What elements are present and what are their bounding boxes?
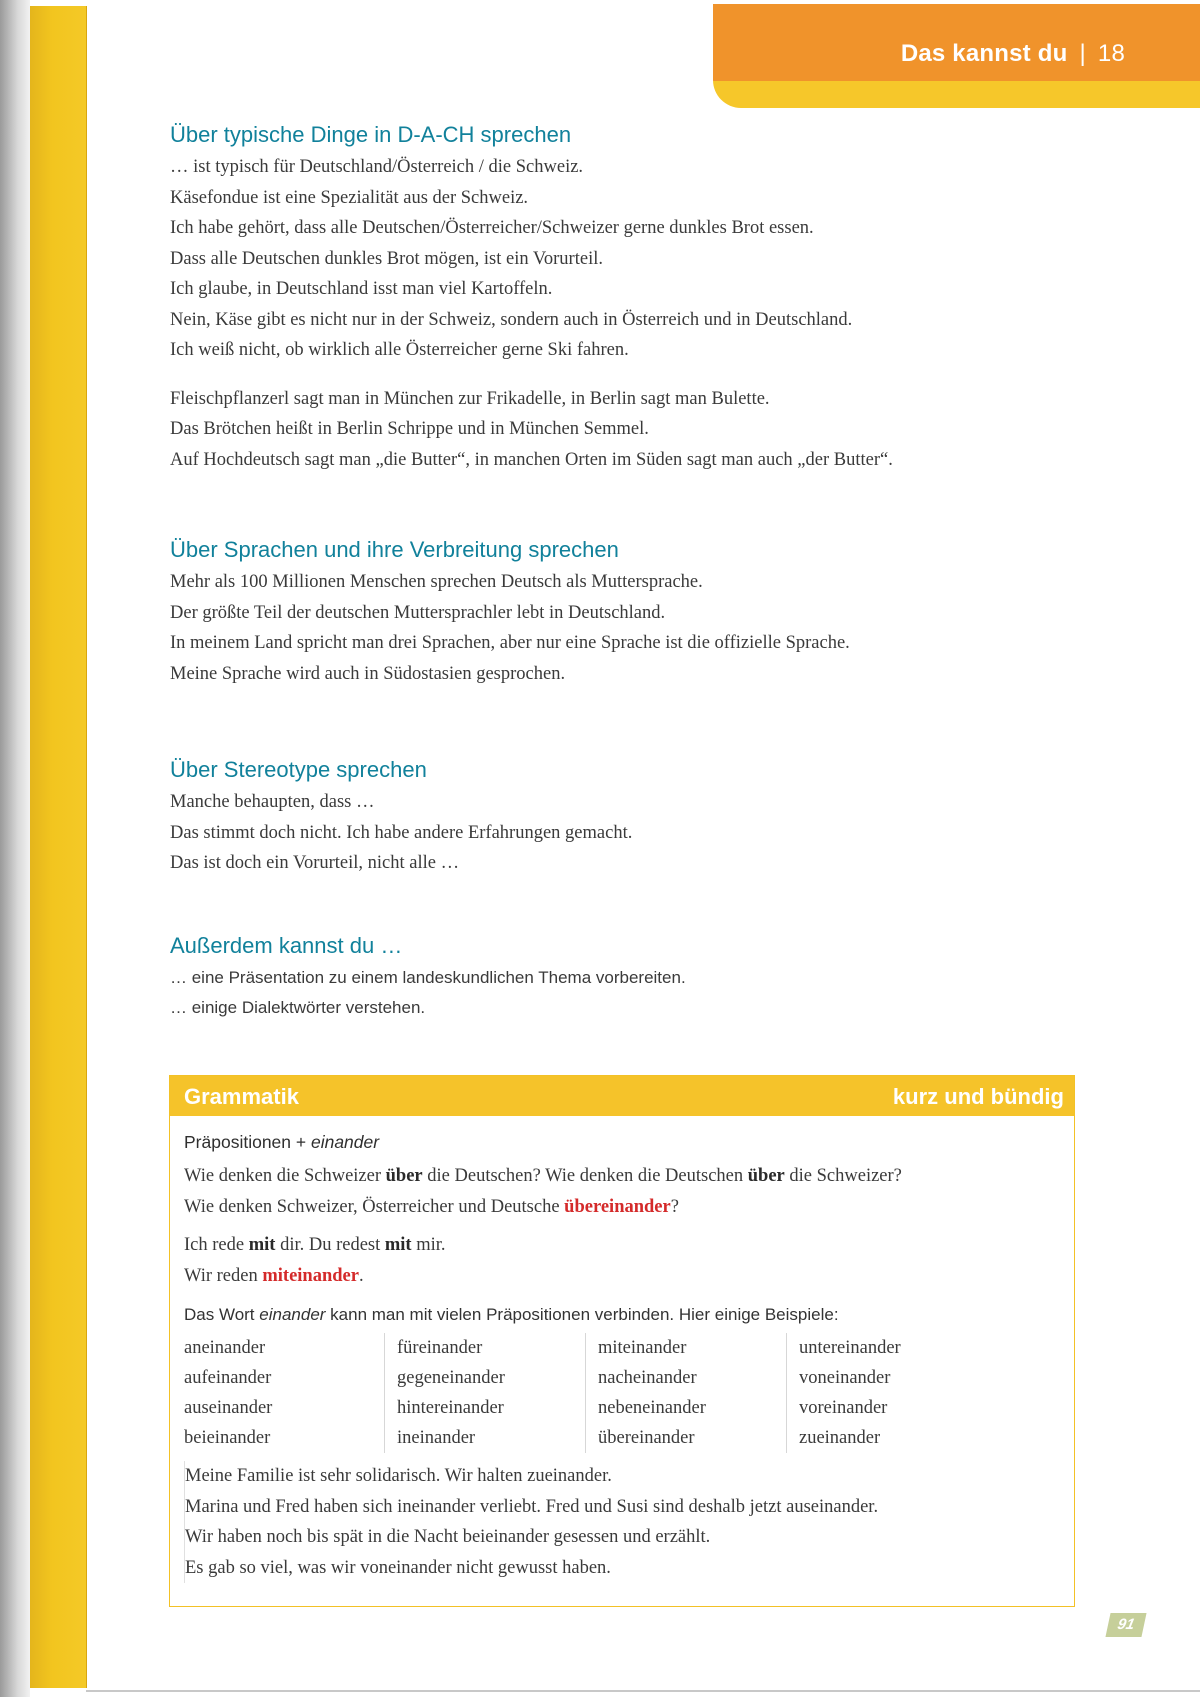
phrase-line: … einige Dialektwörter verstehen.: [170, 998, 426, 1017]
preposition-word: gegeneinander: [397, 1368, 505, 1388]
chapter-number: 18: [1097, 40, 1125, 67]
preposition-word: aneinander: [184, 1338, 266, 1358]
example-block-ueber: [184, 1161, 1060, 1222]
grammar-title: Grammatik: [184, 1084, 299, 1109]
preposition-word: untereinander: [799, 1338, 901, 1358]
section-heading: Über typische Dinge in D-A-CH sprechen: [170, 122, 572, 147]
preposition-word: voneinander: [799, 1368, 891, 1388]
example-block-mit: [184, 1230, 1060, 1291]
example-line: Wie denken die Schweizer über die Deutschen? Wie denken die Deutschen über die Schweizer?: [184, 1166, 902, 1186]
section-typical-things: [170, 118, 1070, 475]
grammar-body: [170, 1116, 1074, 1583]
example-line: Wir reden miteinander.: [184, 1265, 364, 1286]
chapter-title: Das kannst du: [900, 40, 1068, 67]
main-content: [170, 118, 1070, 1024]
preposition-word: voreinander: [799, 1398, 888, 1418]
chapter-header-tab: [713, 4, 1200, 108]
section-heading: Über Stereotype sprechen: [170, 757, 427, 782]
preposition-word: übereinander: [598, 1428, 695, 1448]
page-number-badge: 91: [1105, 1613, 1146, 1637]
preposition-word: nebeneinander: [598, 1398, 706, 1418]
preposition-column: [585, 1333, 786, 1453]
section-stereotypes: [170, 753, 1070, 879]
usage-examples: [184, 1461, 1060, 1583]
chapter-header: [901, 40, 1125, 68]
preposition-word: ineinander: [397, 1428, 476, 1448]
highlight-word: übereinander: [564, 1196, 671, 1217]
section-languages: [170, 533, 1070, 689]
header-separator: |: [1079, 40, 1086, 67]
highlight-word: miteinander: [262, 1265, 359, 1286]
phrase-line: Ich glaube, in Deutschland isst man viel Kartoffeln.: [170, 279, 553, 299]
grammar-subheading: [184, 1132, 1060, 1153]
preposition-table: [184, 1333, 1060, 1453]
subheading-text: Präpositionen +: [184, 1132, 311, 1152]
example-sentence: Wir haben noch bis spät in die Nacht beieinander gesessen und erzählt.: [185, 1527, 711, 1547]
preposition-column: [384, 1333, 585, 1453]
phrase-line: Meine Sprache wird auch in Südostasien gesprochen.: [170, 663, 566, 684]
book-page-edge: [0, 0, 30, 1697]
preposition-column: [184, 1333, 384, 1453]
preposition-word: miteinander: [598, 1338, 687, 1358]
phrase-line: Manche behaupten, dass …: [170, 792, 375, 812]
preposition-word: zueinander: [799, 1428, 881, 1448]
section-heading: Außerdem kannst du …: [170, 932, 403, 958]
phrase-line: … eine Präsentation zu einem landeskundlichen Thema vorbereiten.: [170, 967, 686, 987]
example-sentence: Es gab so viel, was wir voneinander nicht gewusst haben.: [185, 1557, 611, 1578]
example-sentence: Marina und Fred haben sich ineinander verliebt. Fred und Susi sind deshalb jetzt auseinander.: [185, 1496, 879, 1517]
yellow-spine-strip: [30, 6, 87, 1688]
phrase-line: Ich weiß nicht, ob wirklich alle Österreicher gerne Ski fahren.: [170, 340, 629, 360]
subheading-italic: einander: [310, 1132, 380, 1152]
phrase-line: Mehr als 100 Millionen Menschen sprechen Deutsch als Muttersprache.: [170, 572, 703, 592]
phrase-line: Nein, Käse gibt es nicht nur in der Schweiz, sondern auch in Österreich und in Deutschland.: [170, 309, 853, 330]
preposition-word: füreinander: [397, 1338, 483, 1358]
preposition-word: aufeinander: [184, 1368, 272, 1388]
preposition-column: [786, 1333, 987, 1453]
example-line: Wie denken Schweizer, Österreicher und Deutsche übereinander?: [184, 1196, 679, 1217]
phrase-line: Der größte Teil der deutschen Muttersprachler lebt in Deutschland.: [170, 602, 666, 623]
section-heading: Über Sprachen und ihre Verbreitung sprechen: [170, 537, 619, 562]
phrase-line: … ist typisch für Deutschland/Österreich / die Schweiz.: [170, 157, 584, 177]
section-additionally: [170, 929, 1070, 1024]
phrase-line: Käsefondue ist eine Spezialität aus der Schweiz.: [170, 187, 529, 208]
preposition-word: auseinander: [184, 1398, 273, 1418]
phrase-line: Ich habe gehört, dass alle Deutschen/Österreicher/Schweizer gerne dunkles Brot essen.: [170, 218, 814, 238]
phrase-line: In meinem Land spricht man drei Sprachen, aber nur eine Sprache ist die offizielle Sprache.: [170, 633, 850, 653]
preposition-word: hintereinander: [397, 1398, 504, 1418]
grammar-header: [170, 1076, 1074, 1116]
preposition-word: beieinander: [184, 1428, 271, 1448]
example-sentence: Meine Familie ist sehr solidarisch. Wir halten zueinander.: [185, 1466, 612, 1486]
phrase-line: Dass alle Deutschen dunkles Brot mögen, ist ein Vorurteil.: [170, 248, 603, 269]
phrase-line: Das stimmt doch nicht. Ich habe andere Erfahrungen gemacht.: [170, 822, 633, 843]
phrase-line: Das Brötchen heißt in Berlin Schrippe und in München Semmel.: [170, 419, 649, 439]
grammar-box: [169, 1075, 1075, 1607]
grammar-tag: kurz und bündig: [892, 1084, 1064, 1109]
page-bottom-line: [86, 1690, 1200, 1692]
phrase-line: Das ist doch ein Vorurteil, nicht alle …: [170, 853, 460, 873]
grammar-intro: Das Wort einander kann man mit vielen Präpositionen verbinden. Hier einige Beispiele:: [184, 1305, 839, 1324]
preposition-word: nacheinander: [598, 1368, 697, 1388]
phrase-line: Auf Hochdeutsch sagt man „die Butter“, in manchen Orten im Süden sagt man auch „der Butter“.: [170, 449, 893, 470]
phrase-line: Fleischpflanzerl sagt man in München zur Frikadelle, in Berlin sagt man Bulette.: [170, 388, 770, 409]
example-line: Ich rede mit dir. Du redest mit mir.: [184, 1235, 446, 1255]
